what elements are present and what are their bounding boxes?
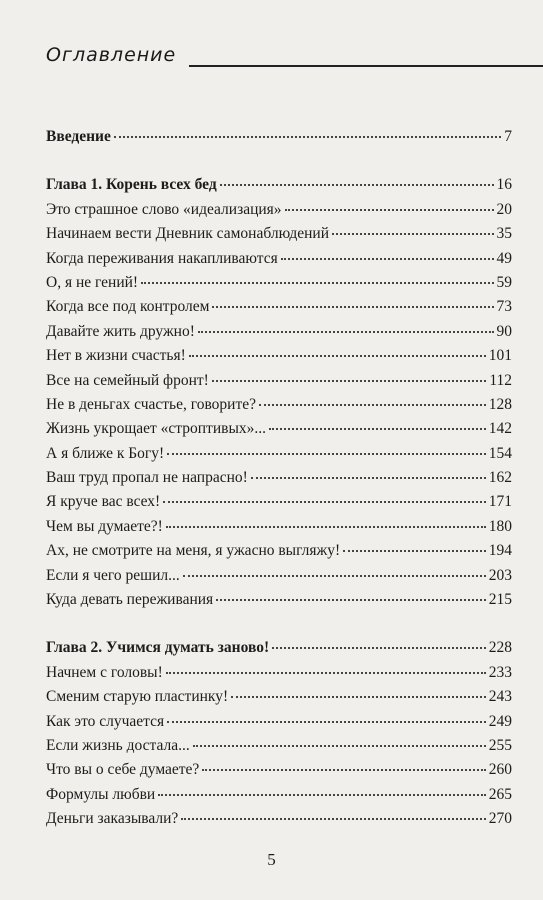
heading-underline	[189, 65, 543, 67]
toc-entry	[46, 250, 512, 274]
dot-leader	[158, 793, 486, 796]
dot-leader	[181, 817, 485, 820]
entry-title: Давайте жить дружно!	[46, 322, 195, 340]
entry-page: 128	[488, 395, 512, 413]
dot-leader	[198, 330, 494, 333]
toc-entry	[46, 347, 512, 371]
toc-entry	[46, 591, 512, 615]
toc-entry	[46, 542, 512, 566]
dot-leader	[212, 379, 487, 382]
toc-entry	[46, 396, 512, 420]
chapter-page: 16	[496, 176, 512, 194]
entry-page: 59	[496, 273, 512, 291]
toc-heading: Оглавление	[46, 44, 177, 66]
toc-entry	[46, 372, 512, 396]
dot-leader	[332, 232, 493, 235]
dot-leader	[272, 646, 486, 649]
dot-leader	[193, 744, 486, 747]
entry-title: Я круче вас всех!	[46, 493, 161, 511]
dot-leader	[259, 403, 486, 406]
entry-title: Когда переживания накапливаются	[46, 249, 278, 267]
toc-entry	[46, 298, 512, 322]
toc-entry	[46, 225, 512, 249]
toc-entry	[46, 786, 512, 810]
section-gap	[46, 615, 512, 639]
entry-title: Ваш труд пропал не напрасно!	[46, 469, 248, 487]
entry-title: Что вы о себе думаете?	[46, 761, 200, 779]
entry-title: Не в деньгах счастье, говорите?	[46, 395, 256, 413]
dot-leader	[163, 500, 486, 503]
dot-leader	[202, 768, 485, 771]
entry-page: 265	[488, 785, 512, 803]
entry-title: Сменим старую пластинку!	[46, 688, 229, 706]
entry-page: 180	[488, 517, 512, 535]
entry-page: 194	[488, 542, 512, 560]
entry-title: Все на семейный фронт!	[46, 371, 209, 389]
entry-title: О, я не гений!	[46, 273, 139, 291]
toc-entry	[46, 274, 512, 298]
entry-title: Деньги заказывали?	[46, 810, 179, 828]
dot-leader	[216, 598, 486, 601]
toc-heading-row	[46, 44, 506, 74]
toc-entry	[46, 201, 512, 225]
toc-entry	[46, 567, 512, 591]
entry-title: Как это случается	[46, 712, 165, 730]
entry-title: А я ближе к Богу!	[46, 444, 165, 462]
dot-leader	[141, 281, 493, 284]
toc-entry	[46, 761, 512, 785]
dot-leader	[189, 354, 486, 357]
dot-leader	[343, 549, 486, 552]
entry-page: 90	[496, 322, 512, 340]
dot-leader	[212, 305, 493, 308]
entry-title: Нет в жизни счастья!	[46, 347, 186, 365]
toc-entry	[46, 445, 512, 469]
entry-title: Формулы любви	[46, 785, 156, 803]
chapter-title: Глава 2. Учимся думать заново!	[46, 639, 270, 657]
entry-title: Чем вы думаете?!	[46, 517, 163, 535]
toc-entry	[46, 469, 512, 493]
dot-leader	[167, 720, 486, 723]
entry-page: 142	[488, 420, 512, 438]
entry-page: 73	[496, 298, 512, 316]
entry-page: 215	[488, 591, 512, 609]
chapter-page: 228	[488, 639, 512, 657]
dot-leader	[285, 208, 494, 211]
entry-page: 255	[488, 736, 512, 754]
section-gap	[46, 152, 512, 176]
toc-entry	[46, 420, 512, 444]
toc-entry	[46, 323, 512, 347]
entry-page: 233	[488, 663, 512, 681]
entry-page: 243	[488, 688, 512, 706]
entry-title: Если жизнь достала...	[46, 736, 190, 754]
entry-title: Это страшное слово «идеализация»	[46, 200, 282, 218]
toc-entry	[46, 518, 512, 542]
toc-chapter-1	[46, 176, 512, 200]
toc-entry	[46, 493, 512, 517]
entry-title: Начинаем вести Дневник самонаблюдений	[46, 225, 330, 243]
entry-title: Когда все под контролем	[46, 298, 210, 316]
toc-entry	[46, 688, 512, 712]
entry-page: 203	[488, 566, 512, 584]
entry-page: 7	[504, 128, 512, 145]
entry-page: 20	[496, 200, 512, 218]
entry-title: Введение	[46, 128, 111, 145]
entry-page: 162	[488, 469, 512, 487]
entry-page: 49	[496, 249, 512, 267]
entry-title: Начнем с головы!	[46, 663, 163, 681]
dot-leader	[269, 427, 486, 430]
page-number: 5	[267, 850, 276, 869]
dot-leader	[281, 257, 494, 260]
entry-page: 270	[488, 810, 512, 828]
toc-entry	[46, 664, 512, 688]
table-of-contents	[46, 128, 512, 835]
dot-leader	[231, 695, 486, 698]
dot-leader	[166, 525, 486, 528]
entry-title: Жизнь укрощает «строптивых»...	[46, 420, 266, 438]
toc-entry	[46, 810, 512, 834]
dot-leader	[251, 476, 486, 479]
dot-leader	[114, 135, 501, 138]
entry-page: 112	[489, 371, 512, 389]
entry-page: 101	[488, 347, 512, 365]
entry-page: 249	[488, 712, 512, 730]
entry-page: 171	[488, 493, 512, 511]
entry-page: 260	[488, 761, 512, 779]
dot-leader	[220, 183, 494, 186]
chapter-title: Глава 1. Корень всех бед	[46, 176, 217, 194]
toc-entry-intro	[46, 128, 512, 152]
dot-leader	[183, 574, 486, 577]
entry-page: 154	[488, 444, 512, 462]
entry-title: Если я чего решил...	[46, 566, 180, 584]
toc-entry	[46, 713, 512, 737]
dot-leader	[167, 452, 486, 455]
dot-leader	[166, 671, 486, 674]
entry-title: Ах, не смотрите на меня, я ужасно выгляжу!	[46, 542, 341, 560]
toc-chapter-2	[46, 639, 512, 663]
entry-title: Куда девать переживания	[46, 591, 214, 609]
entry-page: 35	[496, 225, 512, 243]
toc-entry	[46, 737, 512, 761]
